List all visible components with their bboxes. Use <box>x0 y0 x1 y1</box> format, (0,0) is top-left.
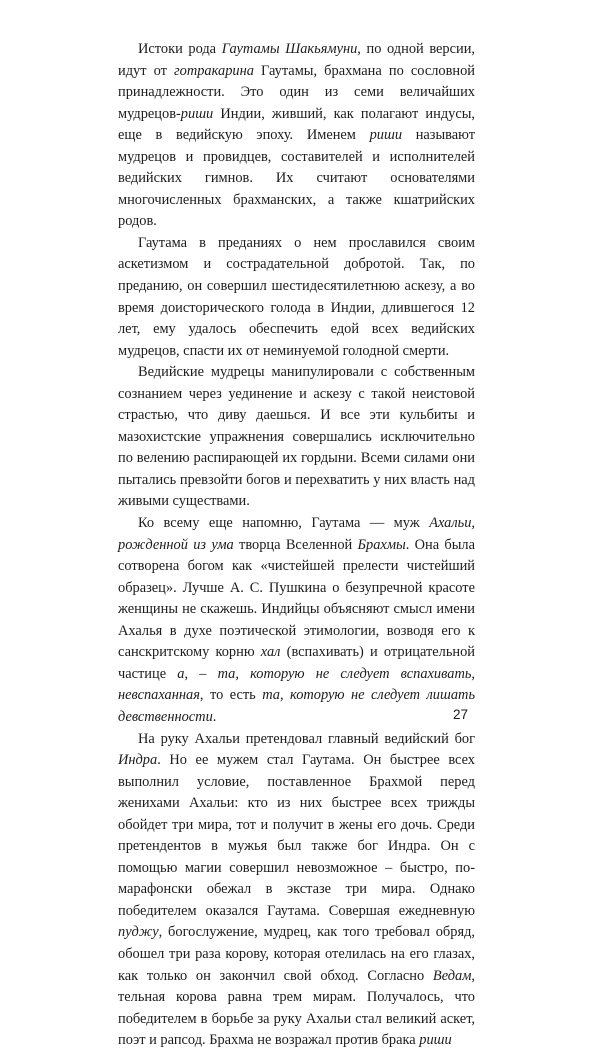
emphasized-term: риши <box>419 1032 452 1049</box>
text-run: . <box>212 708 217 725</box>
emphasized-term: Ведам <box>432 967 472 984</box>
paragraph <box>118 362 475 513</box>
text-run: . Но ее мужем стал Гаутама. Он быстрее всех выполнил условие, поставленное Брахмой перед женихами Ахальи: кто из них быстрее всех трижды обойдет три мира, тот и получит в жены его дочь. Среди претендентов в мужья был также бог Индра. Он с помощью магии совершил невозможное – быстро, по-марафонски обежал в экстазе три мира. Однако победителем оказался Гаутама. Совершая ежедневную <box>118 752 475 919</box>
paragraph <box>118 39 475 233</box>
text-run: . Она была сотворена богом как «чистейшей прелести чистейший образец». Лучше А. С. Пушкина о безупречной красоте женщины не скажешь. Индийцы объясняют смысл имени Ахалья в духе поэтической этимологии, возводя его к санскритскому корню <box>118 536 475 661</box>
text-run: Гаутамы, брахмана по сословной принадлежности. Это один из семи величайших мудрецов- <box>118 62 475 122</box>
paragraph <box>118 513 475 728</box>
text-run: , богослужение, мудрец, как того требовал обряд, обошел три раза корову, которая отелилась на его глазах, как только он закончил свой обход. Согласно <box>118 924 475 984</box>
text-run: называют мудрецов и провидцев, составителей и исполнителей ведийских гимнов. Их считают основателями многочисленных брахманских, а также кшатрийских родов. <box>118 127 475 230</box>
text-run: На руку Ахальи претендовал главный ведийский бог <box>138 730 475 747</box>
emphasized-term: Гаутамы Шакьямуни <box>221 41 358 57</box>
text-run: Гаутама в преданиях о нем прославился своим аскетизмом и сострадательной добротой. Так, по преданию, он совершил шестидесятилетнюю аскезу, а во время доисторического голода в Индии, длившегося 12 лет, ему удалось обеспечить едой всех ведийских мудрецов, спасти их от неминуемой голодной смерти. <box>118 234 475 359</box>
text-run: , по одной версии, идут от <box>118 41 476 79</box>
body-text <box>118 39 475 1052</box>
emphasized-term: Брахмы <box>357 536 406 553</box>
page-number: 27 <box>453 707 469 722</box>
emphasized-term: Ахальи, рожденной из ума <box>118 515 475 553</box>
text-run: творца Вселенной <box>233 536 358 553</box>
emphasized-term: а <box>177 665 185 682</box>
emphasized-term: та, которую не следует лишать девственности <box>118 687 476 725</box>
emphasized-term: Индра <box>118 752 158 769</box>
paragraph <box>118 233 475 362</box>
emphasized-term: риши <box>369 127 403 144</box>
emphasized-term: пуджу <box>118 924 159 941</box>
text-run: Истоки рода <box>138 41 222 57</box>
emphasized-term: хал <box>260 644 281 661</box>
text-run: , – <box>184 665 218 682</box>
emphasized-term: риши <box>180 105 214 122</box>
text-run: , то есть <box>199 687 263 704</box>
emphasized-term: та, которую не следует вспахивать, невспаханная <box>118 665 475 704</box>
emphasized-term: готракарина <box>174 62 254 79</box>
text-run: Ко всему еще напомню, Гаутама — муж <box>138 515 430 532</box>
text-run: , тельная корова равна трем мирам. Получалось, что победителем в борьбе за руку Ахальи стал великий аскет, поэт и рапсод. Брахма не возражал против брака <box>118 967 475 1049</box>
paragraph <box>118 729 475 1052</box>
text-run: Ведийские мудрецы манипулировали с собственным сознанием через уединение и аскезу с такой неистовой страстью, что диву даешься. И все эти кульбиты и мазохистские упражнения совершались исключительно по велению распирающей их гордыни. Всеми силами они пытались превзойти богов и перехватить у них власть над живыми существами. <box>118 364 475 510</box>
text-run: Индии, живший, как полагают индусы, еще в ведийскую эпоху. Именем <box>118 105 475 144</box>
text-run: (вспахивать) и отрицательной частице <box>118 644 476 682</box>
